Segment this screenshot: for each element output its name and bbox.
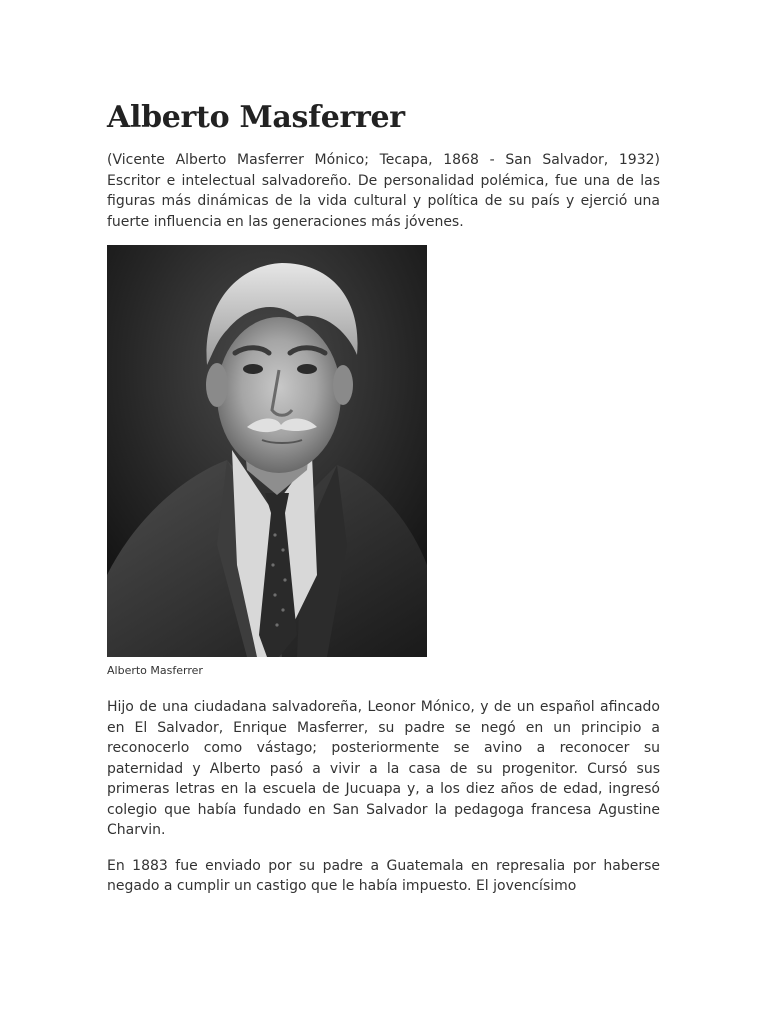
intro-paragraph: (Vicente Alberto Masferrer Mónico; Tecapa, 1868 - San Salvador, 1932) Escritor e intelectual salvadoreño. De personalidad polémica, fue una de las figuras más dinámicas de la vida cultural y política de su país y ejerció una fuerte influencia en las generaciones más jóvenes. (107, 152, 660, 230)
body-paragraph-1: Hijo de una ciudadana salvadoreña, Leonor Mónico, y de un español afincado en El Salvador, Enrique Masferrer, su padre se negó en un principio a reconocerlo como vástago; posteriormente se avino a reconocer su paternidad y Alberto pasó a vivir a la casa de su progenitor. Cursó sus primeras letras en la escuela de Jucuapa y, a los diez años de edad, ingresó colegio que había fundado en San Salvador la pedagoga francesa Agustine Charvin. (107, 699, 660, 838)
article (107, 98, 660, 897)
body-paragraph-2: En 1883 fue enviado por su padre a Guatemala en represalia por haberse negado a cumplir un castigo que le había impuesto. El jovencísimo (107, 857, 660, 894)
article-title: Alberto Masferrer (107, 100, 405, 135)
photo-caption: Alberto Masferrer (107, 664, 203, 677)
portrait-photo (107, 245, 427, 657)
